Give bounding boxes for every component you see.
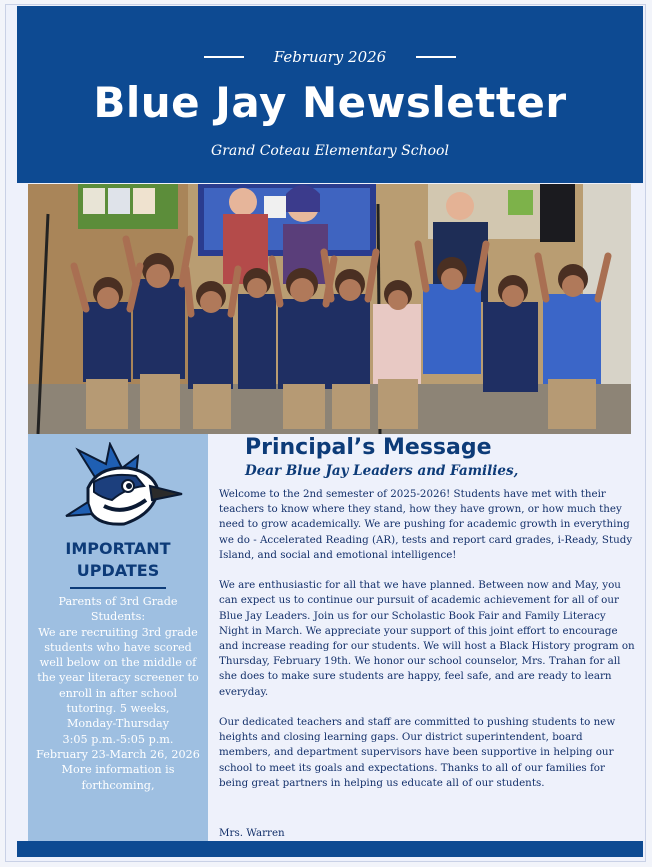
updates-heading-line1: IMPORTANT [65,539,171,558]
message-greeting: Dear Blue Jay Leaders and Families, [245,463,519,479]
updates-heading [28,538,208,582]
update-line: students who have scored [44,640,192,654]
update-line: the year literacy screener to [37,671,199,685]
update-line: We are recruiting 3rd grade [38,625,198,639]
updates-divider [70,587,166,589]
newsletter-title: Blue Jay Newsletter [93,78,567,127]
update-line: enroll in after school [58,686,178,700]
group-photo-image [28,184,631,434]
update-line: well below on the middle of [39,656,197,670]
update-line: forthcoming, [81,778,155,792]
important-updates-panel [28,434,208,841]
updates-body [32,594,204,793]
update-line: 3:05 p.m.-5:05 p.m. [62,732,174,746]
divider [204,56,244,58]
update-line: February 23-March 26, 2026 [36,747,200,761]
message-paragraph-1: Welcome to the 2nd semester of 2025-2026! Students have met with their teachers to know where they stand, how they have grown, or how much they need to grow academically. We are pushing for academic growth in everything we do - Accelerated Reading (AR), tests and report card grades, i-Ready, Study Island, and social and emotional intelligence! [219,488,633,561]
newsletter-header [17,6,643,183]
update-line: More information is [61,763,175,777]
principals-message-heading: Principal’s Message [245,435,492,460]
message-paragraph-3: Our dedicated teachers and staff are committed to pushing students to new heights and closing learning gaps. Our district superintendent, board members, and department supervisors have been supportive in helping our school to meet its goals and expectations. Thanks to all of our families for being great partners in helping us educate all of our students. [219,716,616,789]
update-line: Students: [90,610,146,624]
message-body [219,487,635,806]
date-row [17,48,643,66]
group-photo [28,184,631,434]
footer-bar [17,841,643,857]
school-name: Grand Coteau Elementary School [211,143,449,159]
message-paragraph-2: We are enthusiastic for all that we have planned. Between now and May, you can expect us to continue our pursuit of academic achievement for all of our Blue Jay Leaders. Join us for our Scholastic Book Fair and Family Literacy Night in March. We appreciate your support of this joint effort to encourage and increase reading for our students. We will host a Black History program on Thursday, February 19th. We honor our school counselor, Mrs. Trahan for all she does to make sure students are happy, feel safe, and are ready to learn everyday. [219,579,635,698]
issue-date: February 2026 [273,48,387,66]
update-line: Monday-Thursday [66,717,170,731]
blue-jay-icon [58,442,183,530]
updates-heading-line2: UPDATES [76,561,160,580]
message-signoff: Mrs. Warren [219,827,285,839]
update-line: Parents of 3rd Grade [58,595,178,608]
update-line: tutoring. 5 weeks, [66,702,170,716]
divider [416,56,456,58]
